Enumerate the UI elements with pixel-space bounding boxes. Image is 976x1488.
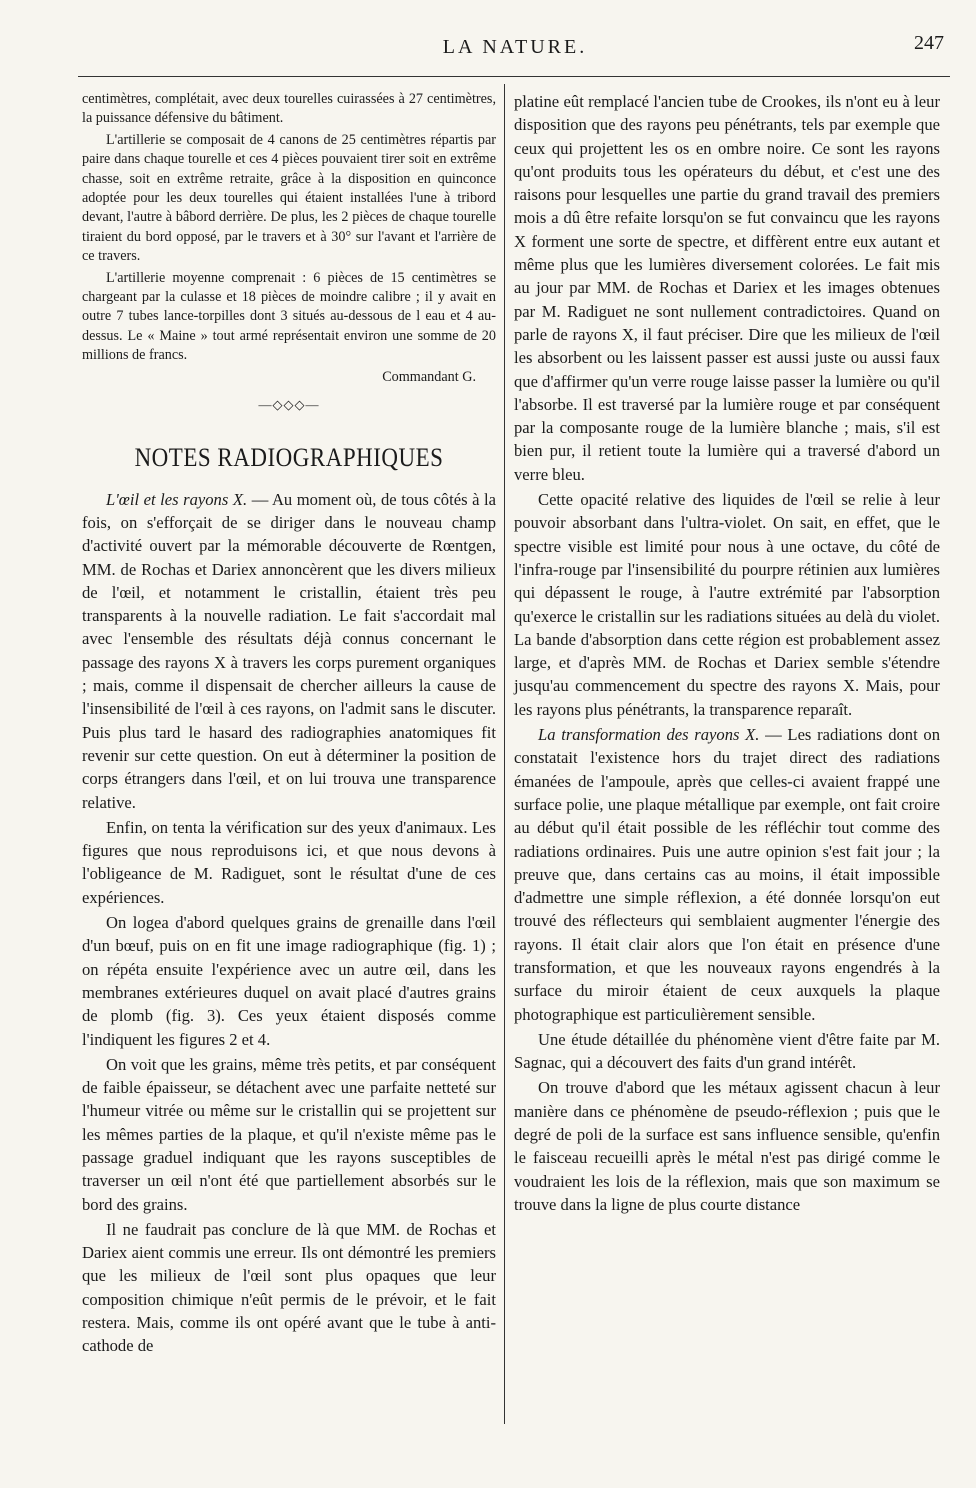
column-divider — [504, 84, 505, 1424]
paragraph: platine eût remplacé l'ancien tube de Crookes, ils n'ont eu à leur disposition que des rayons peu pénétrants, tels par exemple que ceux qui projettent les os en ombre noire. Ce sont les rayons qu'ont produits tous les opérateurs du début, et c'est une des raisons pour lesquelles une partie du grand travail des premiers mois a dû être refaite lorsqu'on se fut convaincu que les rayons X forment une sorte de spectre, et diffèrent entre eux autant et même plus que les lumières diversement colorées. Le fait mis au jour par MM. de Rochas et Dariex et les images obtenues par M. Radiguet ne sont nullement contradictoires. Quand on parle de rayons X, il faut préciser. Dire que les milieux de l'œil les absorbent ou les laissent passer est aussi juste ou aussi faux que d'affirmer qu'un verre rouge laisse passer la lumière ou qu'il l'absorbe. Il est traversé par la lumière rouge et par conséquent par la composante rouge de la lumière blanche ; mais, s'il est bien pur, il retient toute la lumière qui a traversé d'abord un verre bleu. — [514, 92, 940, 484]
header-rule — [78, 76, 950, 77]
paragraph: L'artillerie se composait de 4 canons de 25 centimètres répartis par paire dans chaque tourelle et ces 4 pièces pouvaient tirer soit en extrême chasse, soit en extrême retraite, grâce à la disposition en quinconce adoptée pour les deux tourelles qui étaient installées l'une à tribord devant, l'autre à bâbord derrière. De plus, les 2 pièces de chaque tourelle tiraient du bord opposé, par le travers et à 30° sur l'avant et l'arrière de ce travers. — [82, 131, 496, 265]
paragraph: Une étude détaillée du phénomène vient d'être faite par M. Sagnac, qui a découvert des faits d'un grand intérêt. — [514, 1029, 940, 1073]
paragraph: centimètres, complétait, avec deux tourelles cuirassées à 27 centimètres, la puissance défensive du bâtiment. — [82, 91, 496, 127]
paragraph-body: — Au moment où, de tous côtés à la fois, on s'efforçait de se diriger dans le nouveau champ d'activité ouvert par la mémorable découverte de Rœntgen, MM. de Rochas et Dariex annoncèrent que les divers milieux de l'œil, et notamment le cristallin, étaient très peu transparents à la nouvelle radiation. Le fait s'accordait mal avec l'ensemble des résultats déjà connus concernant le passage des rayons X à travers les corps purement organiques ; mais, comme il dispensait de chercher ailleurs la cause de l'insensibilité de l'œil à ces rayons, on l'admit sans le discuter. Puis plus tard le hasard des radiographies anatomiques fit revenir sur cette question. On eut à déterminer la position de corps étrangers dans l'œil, et on lui trouva une transparence relative. — [82, 489, 496, 812]
paragraph: On logea d'abord quelques grains de grenaille dans l'œil d'un bœuf, puis on en fit une image radiographique (fig. 1) ; on répéta ensuite l'expérience avec un autre œil, dans les membranes extérieures duquel on avait placé d'autres grains de plomb (fig. 3). Ces yeux étaient disposés comme l'indiquent les figures 2 et 4. — [82, 913, 496, 1049]
page-header — [80, 28, 950, 64]
paragraph — [514, 723, 940, 1026]
right-column — [514, 90, 940, 1218]
paragraph: Il ne faudrait pas conclure de là que MM. de Rochas et Dariex aient commis une erreur. Ils ont démontré les premiers que les milieux de l'œil sont plus opaques que leur composition chimique n'eût permis de le prévoir, et le fait restera. Mais, comme ils ont opéré avant que le tube à anti-cathode de — [82, 1219, 496, 1356]
paragraph: L'artillerie moyenne comprenait : 6 pièces de 15 centimètres se chargeant par la culasse et 18 pièces de moindre calibre ; il y avait en outre 7 tubes lance-torpilles dont 3 situés au-dessous de l eau et 4 au-dessus. Le « Maine » tout armé représentait environ une somme de 20 millions de francs. — [82, 269, 496, 364]
page-number: 247 — [914, 32, 944, 54]
section-title: NOTES RADIOGRAPHIQUES — [134, 443, 444, 473]
paragraph: On voit que les grains, même très petits, et par conséquent de faible épaisseur, se détachent avec une parfaite netteté sur l'humeur vitrée ou même sur le cristallin qui se projettent sur les mêmes parties de la plaque, et qu'il n'existe même pas le passage graduel indiquant que les rayons susceptibles de traverser un œil n'ont été que partiellement absorbés sur le bord des grains. — [82, 1054, 496, 1214]
paragraph-lead: La transformation des rayons X. — [538, 725, 760, 745]
left-column — [82, 90, 496, 1360]
paragraph-lead: L'œil et les rayons X. — [106, 489, 248, 509]
journal-title: LA NATURE. — [442, 36, 588, 58]
signature: Commandant G. — [382, 368, 476, 385]
paragraph — [82, 488, 496, 814]
ornament-divider: —◇◇◇— — [258, 397, 320, 413]
signature-line — [82, 368, 496, 387]
paragraph: Cette opacité relative des liquides de l'œil se relie à leur pouvoir absorbant dans l'ultra-violet. On sait, en effet, que le spectre visible est limité pour nous à une octave, du côté de l'infra-rouge par l'insensibilité du pourpre rétinien aux lumières qui dépassent le rouge, à l'autre extrémité par l'absorption qu'exerce le cristallin sur les radiations situées au delà du violet. La bande d'absorption dans cette région est probablement assez large, et d'après MM. de Rochas et Dariex semble s'étendre jusqu'au commencement du spectre des rayons X. Mais, pour les rayons plus pénétrants, la transparence reparaît. — [514, 490, 940, 719]
paragraph: Enfin, on tenta la vérification sur des yeux d'animaux. Les figures que nous reproduisons ici, et que nous devons à l'obligeance de M. Radiguet, sont le résultat d'une de ces expériences. — [82, 817, 496, 907]
paragraph: On trouve d'abord que les métaux agissent chacun à leur manière dans ce phénomène de pseudo-réflexion ; puis que le degré de poli de la surface est sans influence sensible, qu'enfin le faisceau recueilli après le métal n'est pas dirigé comme le voudraient les lois de la réflexion, mais que son maximum se trouve dans la ligne de plus courte distance — [514, 1078, 940, 1214]
paragraph-body: — Les radiations dont on constatait l'existence hors du trajet direct des radiations émanées de l'ampoule, après que celles-ci avaient frappé une surface polie, une plaque métallique par exemple, ont fait croire au début qu'il était possible de les réfléchir tout comme des radiations ordinaires. Puis une autre opinion s'est fait jour ; la preuve que, dans certains cas au moins, il était impossible d'admettre une simple réflexion, a été donnée lorsqu'on eut trouvé des réflecteurs qui semblaient augmenter l'énergie des rayons. Il était clair alors que l'on était en présence d'une transformation, et que les nouveaux rayons engendrés à la surface du miroir étaient de ceux auxquels la plaque photographique est particulièrement sensible. — [514, 725, 940, 1024]
